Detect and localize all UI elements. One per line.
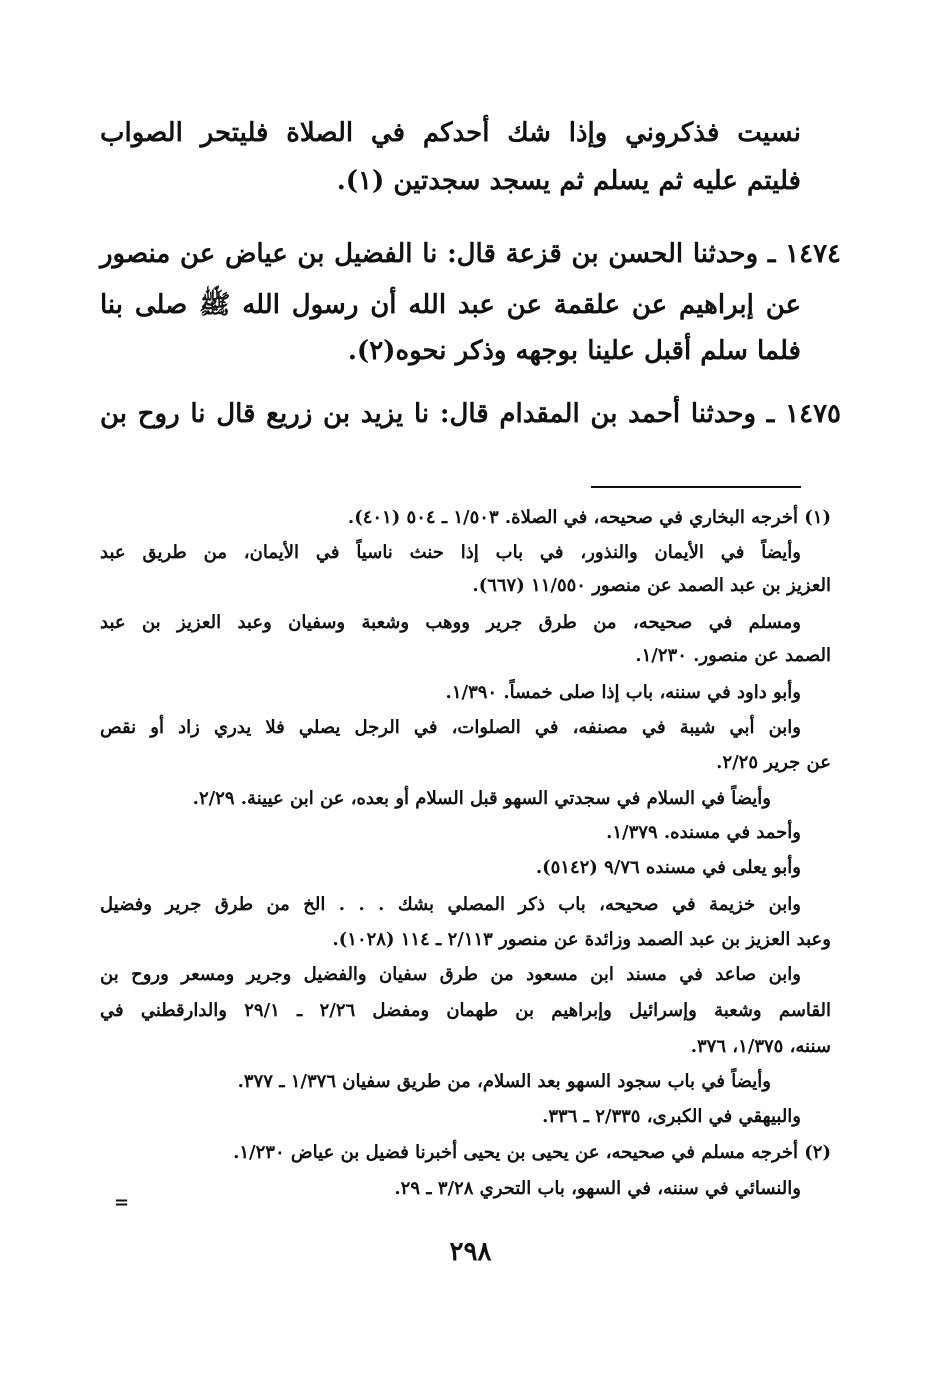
footnote-line: عن جرير ٢/٢٥. bbox=[716, 752, 831, 773]
hadith-1474-line: ١٤٧٤ ـ وحدثنا الحسن بن قزعة قال: نا الفضيل بن عياض عن منصور bbox=[100, 239, 841, 269]
main-text-line: فليتم عليه ثم يسلم ثم يسجد سجدتين (١). bbox=[336, 166, 801, 196]
footnote-line: القاسم وشعبة وإسرائيل وإبراهيم بن طهمان ومفضل ٢/٢٦ ـ ٢٩/١ والدارقطني في bbox=[100, 1000, 831, 1021]
footnote-line: العزيز بن عبد الصمد عن منصور ١١/٥٥٠ (٦٦٧). bbox=[472, 575, 831, 596]
page-number: ٢٩٨ bbox=[449, 1237, 492, 1267]
footnote-divider bbox=[591, 486, 801, 488]
footnote-line: وعبد العزيز بن عبد الصمد وزائدة عن منصور ٢/١١٣ ـ ١١٤ (١٠٢٨). bbox=[332, 929, 831, 950]
footnote-line: وأحمد في مسنده. ١/٣٧٩. bbox=[606, 822, 801, 843]
main-text-line: نسيت فذكروني وإذا شك أحدكم في الصلاة فليتحر الصواب bbox=[100, 118, 801, 148]
footnote-line: والنسائي في سننه، في السهو، باب التحري ٣/٢٨ ـ ٢٩. bbox=[394, 1178, 801, 1199]
footnote-line: سننه، ١/٣٧٥، ٣٧٦. bbox=[690, 1036, 831, 1057]
footnote-line: وأبو داود في سننه، باب إذا صلى خمساً. ١/٣٩٠. bbox=[445, 682, 801, 703]
footnote-line: والبيهقي في الكبرى، ٢/٣٣٥ ـ ٣٣٦. bbox=[542, 1106, 801, 1127]
hadith-1475-line: ١٤٧٥ ـ وحدثنا أحمد بن المقدام قال: نا يزيد بن زريع قال نا روح بن bbox=[100, 399, 841, 429]
footnote-line: (٢) أخرجه مسلم في صحيحه، عن يحيى بن يحيى أخبرنا فضيل بن عياض ١/٢٣٠. bbox=[233, 1142, 831, 1163]
footnote-line: وابن صاعد في مسند ابن مسعود من طرق سفيان والفضيل وجرير ومسعر وروح بن bbox=[100, 964, 801, 985]
footnote-line: الصمد عن منصور. ١/٢٣٠. bbox=[635, 645, 831, 666]
footnote-line: وابن خزيمة في صحيحه، باب ذكر المصلي بشك . . . الخ من طرق جرير وفضيل bbox=[100, 894, 801, 915]
footnote-line: ومسلم في صحيحه، من طرق جرير ووهب وشعبة وسفيان وعبد العزيز بن عبد bbox=[100, 612, 801, 633]
continuation-mark: = bbox=[114, 1192, 130, 1213]
footnote-line: وأيضاً في باب سجود السهو بعد السلام، من طريق سفيان ١/٣٧٦ ـ ٣٧٧. bbox=[237, 1071, 771, 1092]
footnote-line: وأيضاً في السلام في سجدتي السهو قبل السلام أو بعده، عن ابن عيينة. ٢/٢٩. bbox=[192, 788, 771, 809]
footnote-line: (١) أخرجه البخاري في صحيحه، في الصلاة. ١/٥٠٣ ـ ٥٠٤ (٤٠١). bbox=[347, 507, 831, 528]
footnote-line: وابن أبي شيبة في مصنفه، في الصلوات، في الرجل يصلي فلا يدري زاد أو نقص bbox=[100, 717, 801, 738]
main-text-line: فلما سلم أقبل علينا بوجهه وذكر نحوه(٢). bbox=[347, 336, 801, 366]
footnote-line: وأبو يعلى في مسنده ٩/٧٦ (٥١٤٢). bbox=[535, 857, 801, 878]
footnote-line: وأيضاً في الأيمان والنذور، في باب إذا حنث ناسياً في الأيمان، من طريق عبد bbox=[100, 542, 801, 563]
main-text-line: عن إبراهيم عن علقمة عن عبد الله أن رسول الله ﷺ صلى بنا bbox=[100, 290, 801, 320]
